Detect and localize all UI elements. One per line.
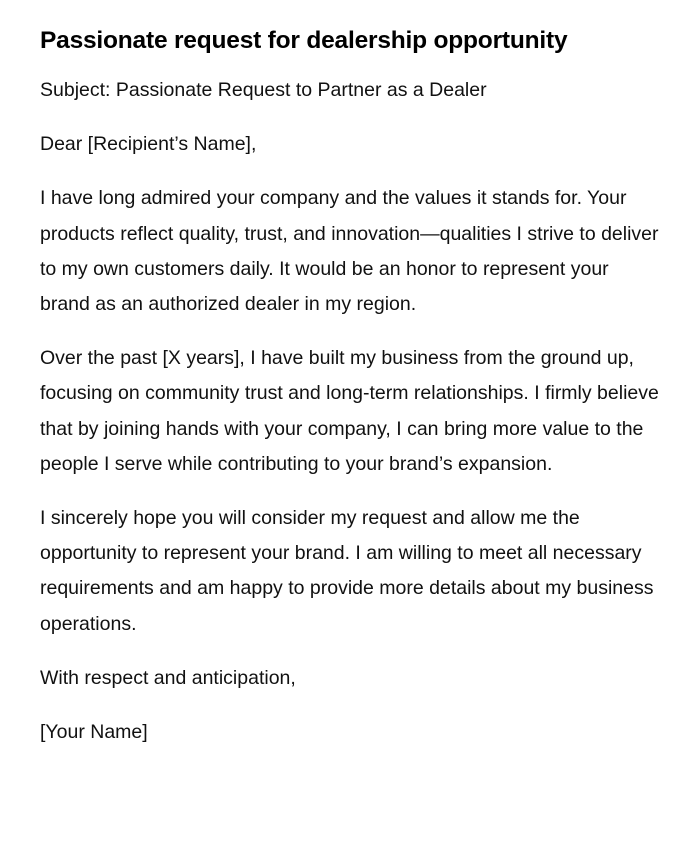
document-title: Passionate request for dealership opportunity (40, 27, 568, 54)
body-paragraph-3: I sincerely hope you will consider my request and allow me the opportunity to represent your brand. I am willing to meet all necessary requirements and am happy to provide more details about my business operations. (40, 507, 654, 635)
signature: [Your Name] (40, 721, 148, 744)
subject-line: Subject: Passionate Request to Partner as a Dealer (40, 79, 487, 101)
salutation: Dear [Recipient’s Name], (40, 133, 257, 156)
body-paragraph-1: I have long admired your company and the values it stands for. Your products reflect quality, trust, and innovation—qualities I strive to deliver to my own customers daily. It would be an honor to represent your brand as an authorized dealer in my region. (40, 187, 659, 316)
closing-line: With respect and anticipation, (40, 666, 296, 689)
body-paragraph-2: Over the past [X years], I have built my business from the ground up, focusing on community trust and long-term relationships. I firmly believe that by joining hands with your company, I can bring more value to the people I serve while contributing to your brand’s expansion. (40, 347, 659, 475)
